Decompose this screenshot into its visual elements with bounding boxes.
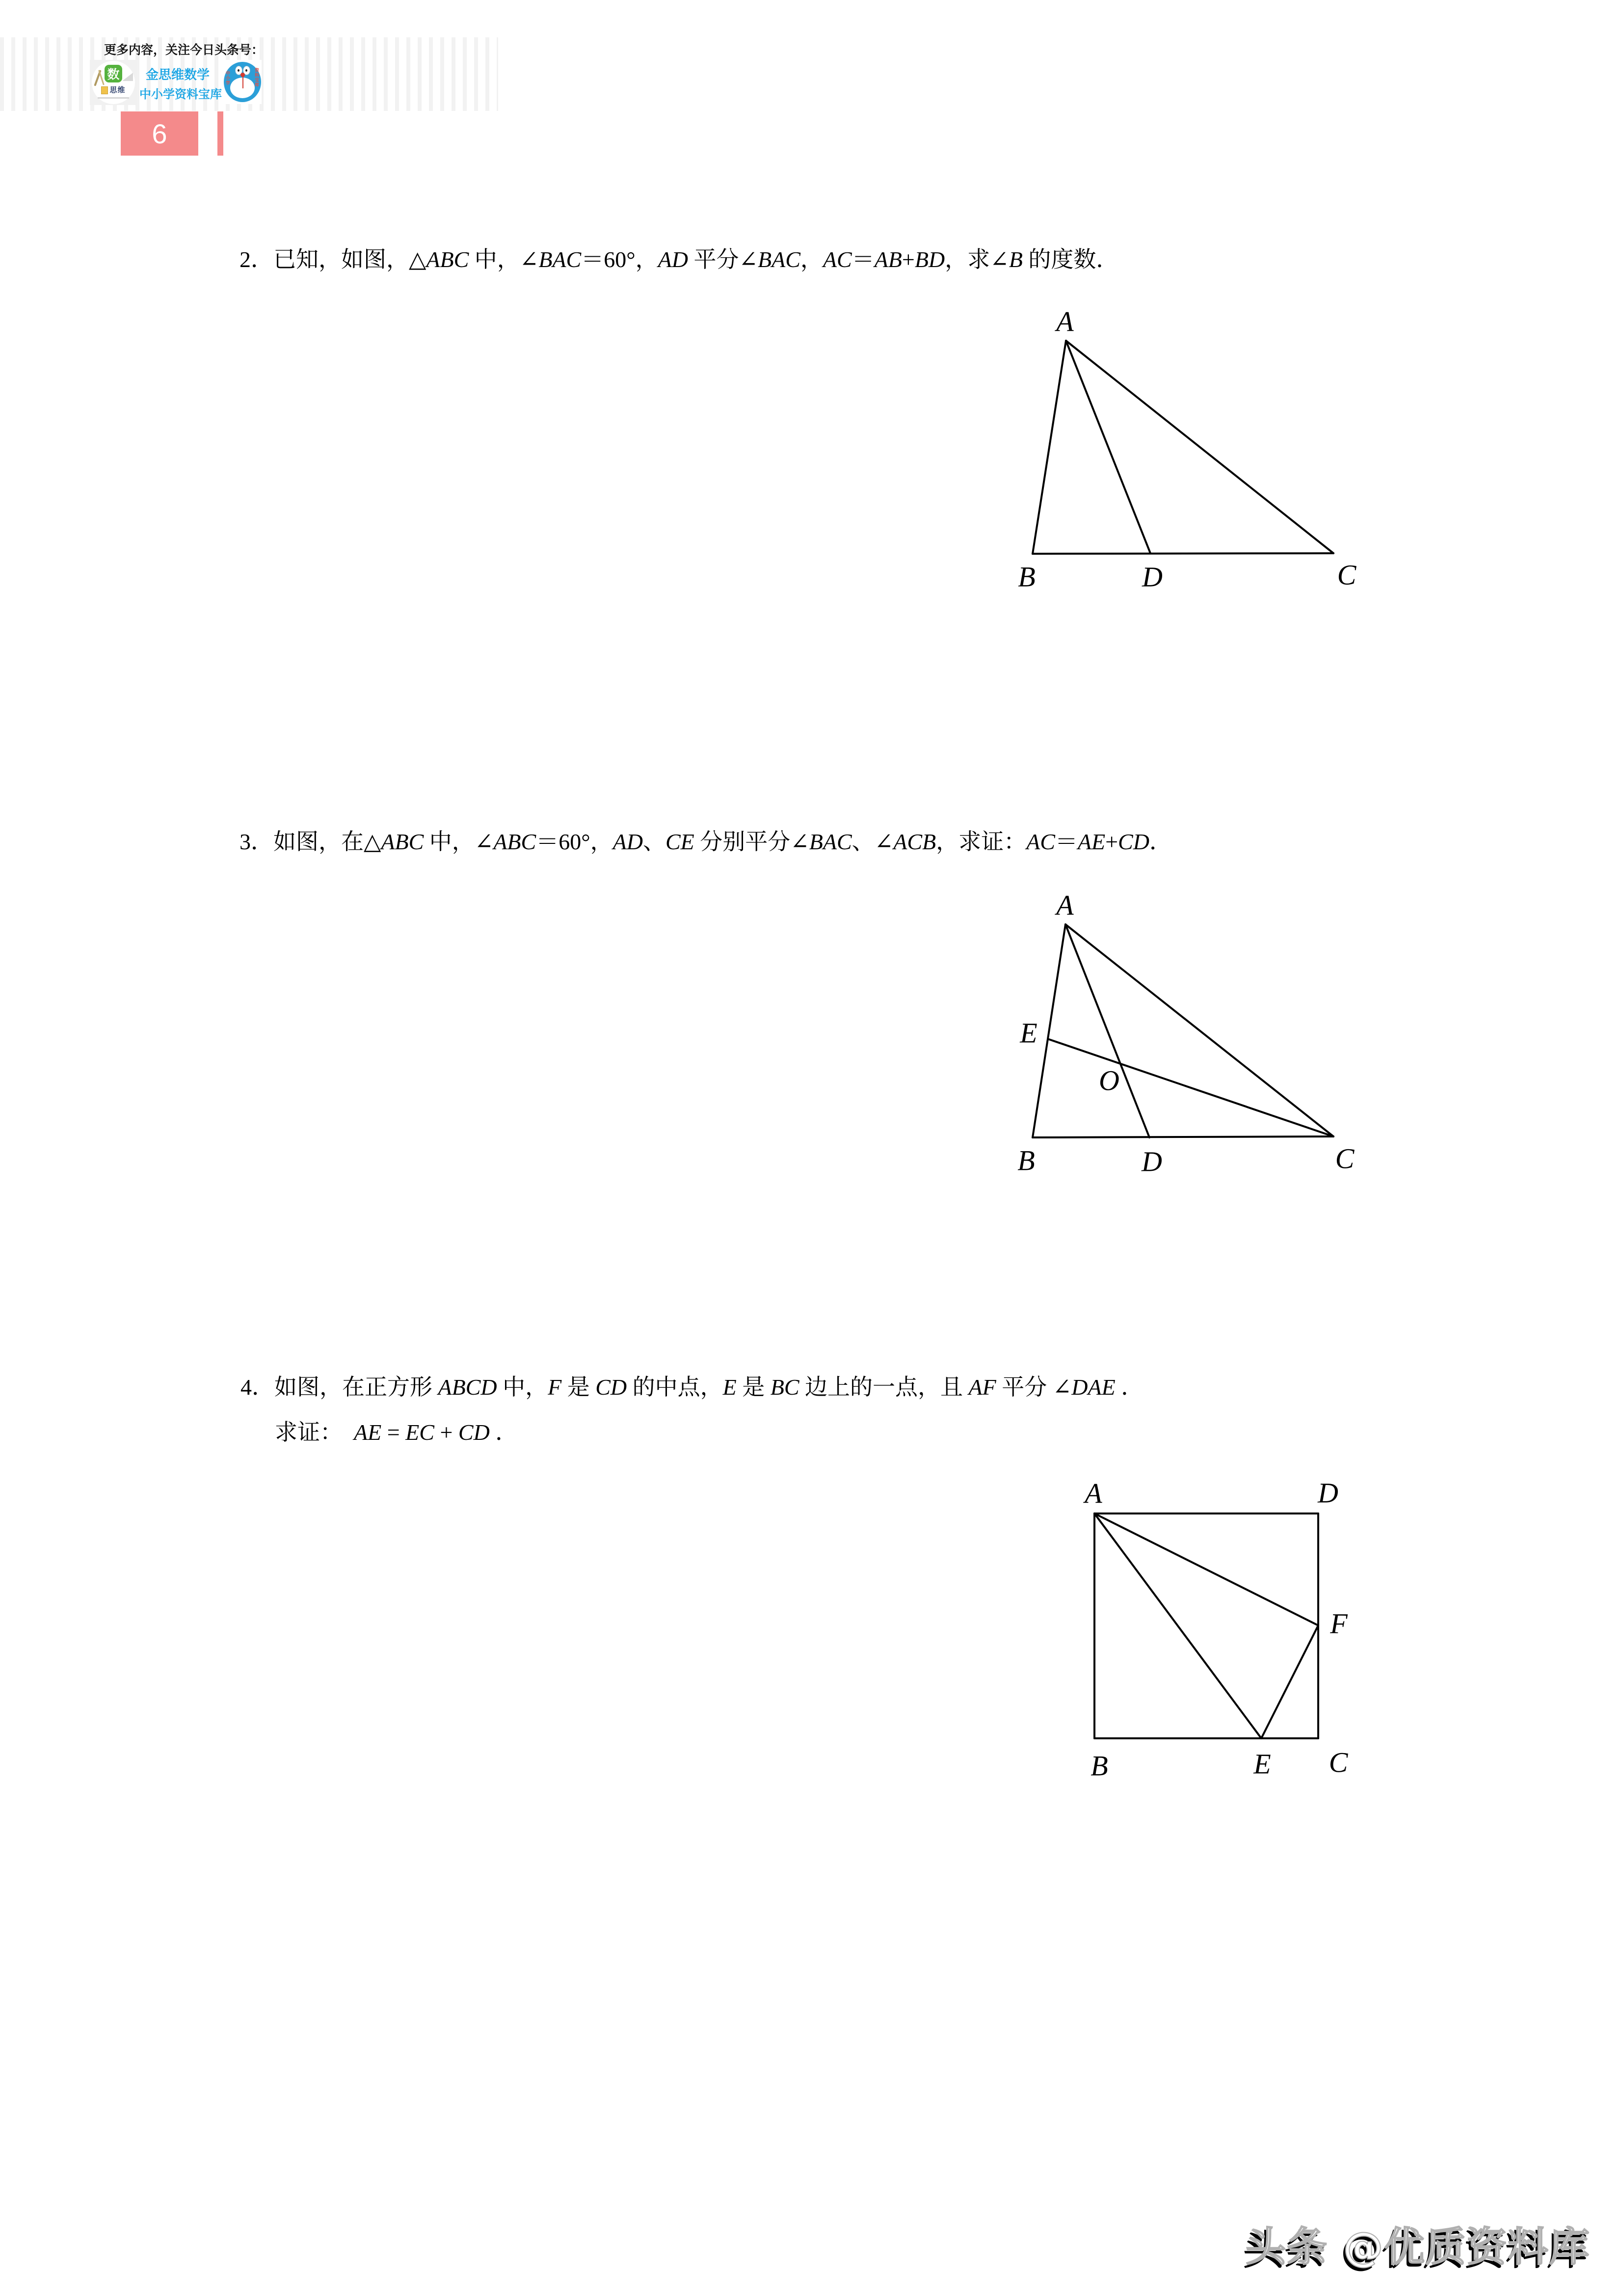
vertex-label-B: B [1018, 561, 1036, 593]
segment-AB [1033, 924, 1065, 1137]
shu-character-badge: 数 [105, 65, 122, 82]
vertex-label-E: E [1253, 1748, 1271, 1780]
segment-AF [1094, 1513, 1318, 1625]
logo-side-text-right: 资料宝库 [254, 68, 259, 87]
header-notice: 更多内容，关注今日头条号： [104, 43, 264, 57]
logo-side-text-left: 中小学 [225, 71, 230, 85]
segment-BC [1033, 1136, 1333, 1137]
figure-problem-2-triangle [991, 295, 1384, 609]
segment-AE [1094, 1513, 1261, 1738]
vertex-label-C: C [1335, 1142, 1355, 1175]
set-square-icon [122, 73, 133, 81]
segment-AB [1033, 341, 1066, 554]
jinsiwei-logo [90, 60, 137, 105]
logo-caption: 思维 [90, 84, 137, 95]
segment-CE [1049, 1039, 1333, 1136]
brand-title-line1: 金思维数学 [146, 67, 210, 82]
doraemon-logo [223, 60, 262, 104]
segment-EF [1261, 1625, 1318, 1738]
problem-4-text-line1: 4．如图，在正方形 ABCD 中，F 是 CD 的中点，E 是 BC 边上的一点，且 AF 平分 ∠DAE ． [240, 1375, 1144, 1400]
vertex-label-B: B [1091, 1750, 1108, 1782]
vertex-label-A: A [1056, 889, 1074, 921]
vertex-label-A: A [1056, 305, 1074, 338]
page-number-badge: 6 [121, 111, 198, 156]
vertex-label-E: E [1020, 1017, 1038, 1049]
page-number-accent-bar [217, 111, 223, 156]
yellow-box-icon [101, 86, 108, 94]
vertex-label-C: C [1329, 1746, 1348, 1779]
brand-title-line2: 中小学资料宝库 [139, 88, 222, 101]
problem-3-text: 3．如图，在△ABC 中，∠ABC＝60°，AD、CE 分别平分∠BAC、∠ACB，求证：AC＝AE+CD． [239, 829, 1172, 854]
vertex-label-A: A [1085, 1477, 1102, 1510]
watermark-text: 头条 @优质资料库 [1246, 2224, 1591, 2270]
figure-problem-4-square [1065, 1473, 1389, 1797]
segment-AC [1065, 924, 1333, 1136]
vertex-label-D: D [1142, 561, 1163, 593]
problem-4-text-line2: 求证： AE = EC + CD ． [275, 1420, 518, 1445]
figure-problem-3-triangle [991, 884, 1384, 1198]
problem-2-text: 2．已知，如图，△ABC 中，∠BAC＝60°，AD 平分∠BAC，AC＝AB+BD，求∠B 的度数． [239, 247, 1119, 272]
segment-BC [1033, 553, 1333, 554]
logo-tagline-line [98, 97, 129, 99]
vertex-label-C: C [1337, 559, 1357, 591]
vertex-label-B: B [1017, 1144, 1035, 1177]
vertex-label-D: D [1142, 1145, 1162, 1178]
vertex-label-O: O [1099, 1064, 1119, 1097]
vertex-label-F: F [1330, 1607, 1348, 1640]
segment-AC [1066, 341, 1333, 553]
doraemon-mouth-line [242, 77, 243, 88]
vertex-label-D: D [1318, 1477, 1338, 1509]
segment-AD [1066, 341, 1150, 553]
